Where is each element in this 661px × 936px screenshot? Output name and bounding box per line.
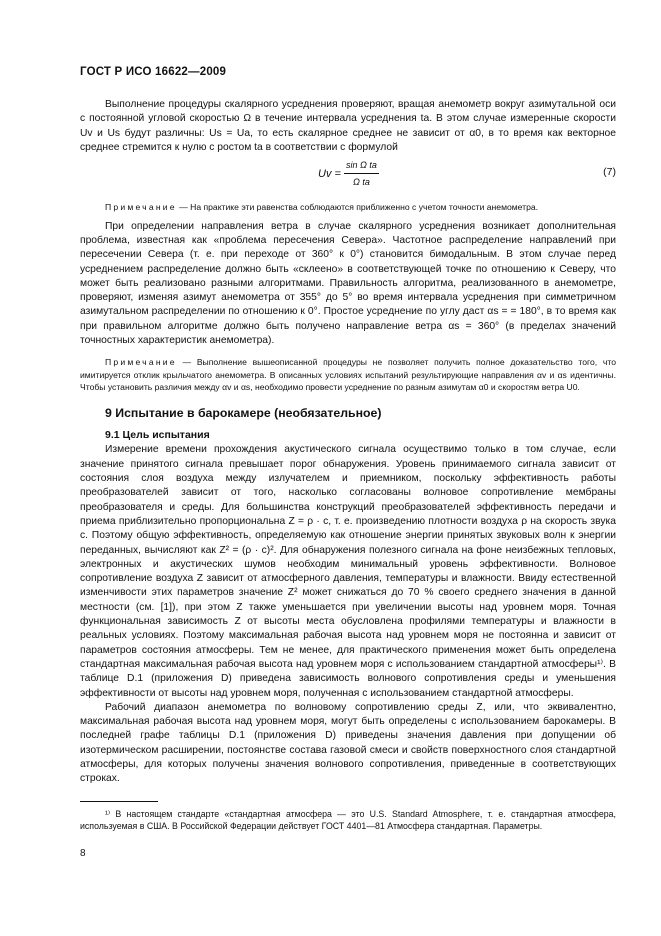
subsection-title: 9.1 Цель испытания [105, 429, 210, 442]
document-header: ГОСТ Р ИСО 16622—2009 [80, 66, 227, 78]
note-2-text: — Выполнение вышеописанной процедуры не позволяет получить полное доказательство того, что имитируется отклик крыльчатого анемометра. В описанных условиях испытаний результирующие направления αv и αs идентичны. Чтобы установить различия между αv и αs, необходимо провести усреднение по разным азимутам α0 и скоростям ветра U0. [80, 357, 616, 393]
footnote-divider [80, 801, 158, 802]
document-body [80, 98, 616, 833]
formula-number: (7) [603, 166, 616, 179]
note-2 [80, 356, 616, 394]
note-2-label: Примечание [105, 357, 177, 368]
formula-lhs: Uv = [318, 168, 341, 181]
section-title: 9 Испытание в барокамере (необязательное) [105, 405, 382, 420]
paragraph-scalar-averaging: Выполнение процедуры скалярного усреднения проверяют, вращая анемометр вокруг азимутальной оси с постоянной угловой скоростью Ω в течение интервала усреднения tа. В этом случае измеренные скорости Uv и Us будут различны: Us = Ua, то есть скалярное среднее не зависит от α0, в то время как векторное среднее стремится к нулю с ростом tа в соответствии с формулой [80, 99, 616, 153]
paragraph-operating-range: Рабочий диапазон анемометра по волновому сопротивлению среды Z, или, что эквивалентно, максимальная рабочая высота над уровнем моря, могут быть определены с использованием барокамеры. В последней графе таблицы D.1 (приложения D) приведены значения давления при допущении об изотермическом расширении, постоянстве состава газовой смеси и свойств поверхностного слоя стандартной атмосферы, для которых получены значения волнового сопротивления, приведенные в соответствующих строках. [80, 701, 616, 785]
paragraph-north-crossing: При определении направления ветра в случае скалярного усреднения возникает дополнительная проблема, известная как «проблема пересечения Севера». Частотное распределение направлений при пересечении Севера (т. е. при переходе от 360° к 0°) становится бимодальным. В этом случае перед усреднением распределение должно быть «склеено» в соответствующей точке по отношению к Северу, что может быть реализовано разными алгоритмами. Правильность алгоритма, реализованного в анемометре, проверяют, изменяя азимут анемометра от 355° до 5° во время интервала усреднения при симметричном азимутальном распределении по отношению к 0°. Простое усреднение по углу даст αs = = 180°, в то время как при правильном алгоритме должно быть получено направление ветра αs = 360° (в пределах значений точностных характеристик анемометра). [80, 220, 616, 347]
note-1-label: Примечание [105, 202, 177, 213]
footnote: ¹⁾ В настоящем стандарте «стандартная атмосфера — это U.S. Standard Atmosphere, т. е. стандартная атмосфера, используемая в США. В Российской Федерации действует ГОСТ 4401—81 Атмосфера стандартная. Параметры. [80, 808, 616, 832]
paragraph-signal-detection: Измерение времени прохождения акустического сигнала осуществимо только в том случае, если значение принятого сигнала превышает порог обнаружения. Уровень принимаемого сигнала зависит от состояния слоя воздуха между излучателем и приемником, поскольку эффективность работы преобразователей зависит от того, насколько согласованы волновое сопротивление мембраны преобразователя и среды. Для большинства конструкций преобразователей эффективность передачи и приема приблизительно пропорциональна Z = ρ · c, т. е. произведению плотности воздуха ρ на скорость звука c. Поэтому общую эффективность, определяемую как отношение энергии принятых звуковых волн к энергии переданных, вычисляют как Z² = (ρ · c)². Для обнаружения полезного сигнала на фоне неизбежных тепловых, электронных и акустических шумов необходим минимальный уровень эффективности. Волновое сопротивление воздуха Z зависит от атмосферного давления, температуры и влажности. Ввиду естественной изменчивости этих параметров значение Z² может снижаться до 70 % своего среднего значения в данной местности (см. [1]), при этом Z также уменьшается при увеличении высоты над уровнем моря. Точная функциональная зависимость Z от высоты места обусловлена профилями температуры и влажности в реальных условиях. Поэтому максимальная рабочая высота над уровнем моря не постоянна и зависит от параметров состояния атмосферы. Тем не менее, для практического применения может быть определена стандартная максимальная рабочая высота над уровнем моря с использованием стандартной атмосферы¹⁾. В таблице D.1 (приложения D) приведена зависимость волнового сопротивления среды и уменьшения эффективности от высоты над уровнем моря, полученная с использованием стандартной атмосферы. [80, 444, 616, 699]
formula-numerator: sin Ω tа [344, 158, 379, 174]
formula-denominator: Ω tа [353, 177, 370, 188]
formula-fraction [344, 158, 379, 190]
note-1 [80, 201, 616, 214]
page-number: 8 [80, 848, 86, 859]
formula-7 [80, 157, 616, 197]
note-1-text: — На практике эти равенства соблюдаются приближенно с учетом точности анемометра. [176, 202, 539, 213]
